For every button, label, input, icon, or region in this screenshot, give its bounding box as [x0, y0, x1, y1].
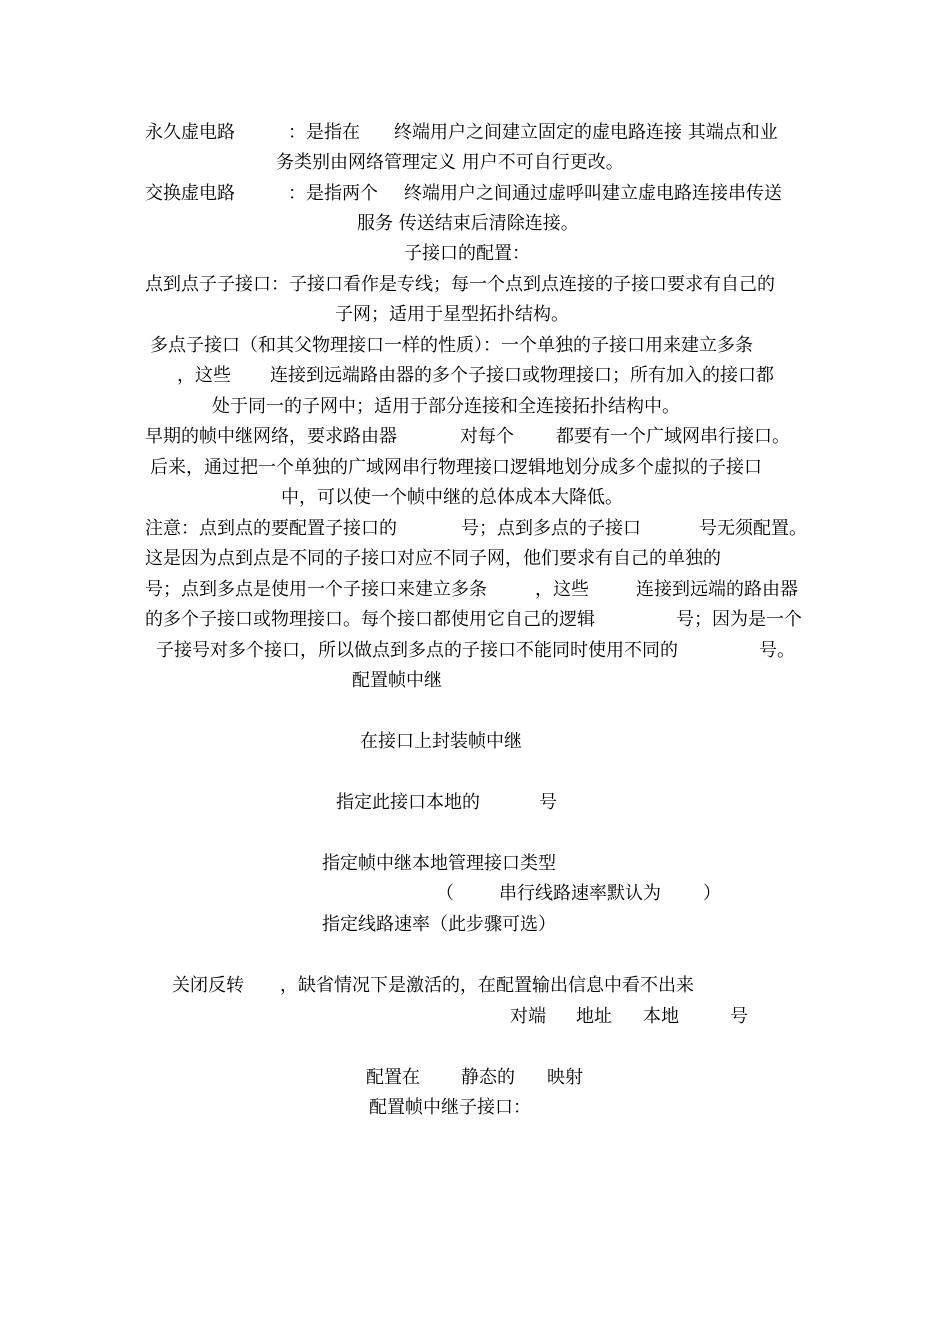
text-line: 配置帧中继子接口： [369, 1097, 531, 1118]
text-line: 号 [539, 792, 557, 813]
text-line: 子接号对多个接口，所以做点到多点的子接口不能同时使用不同的 [156, 640, 678, 661]
text-line: 对每个 [460, 426, 514, 447]
text-line: 都要有一个广域网串行接口。 [556, 426, 790, 447]
text-line: 号；因为是一个 [676, 609, 802, 630]
text-line: 对端 [510, 1006, 546, 1027]
text-line: ，这些 [535, 579, 589, 600]
text-line: 静态的 [461, 1067, 515, 1088]
text-line: 配置在 [366, 1067, 420, 1088]
text-line: 永久虚电路 [145, 122, 235, 143]
section-heading: 子接口的配置： [404, 243, 530, 264]
text-line: 终端用户之间通过虚呼叫建立虚电路连接串传送 [404, 183, 782, 204]
text-line: 多点子接口（和其父物理接口一样的性质）：一个单独的子接口用来建立多条 [150, 335, 753, 356]
text-line: 连接到远端的路由器 [636, 579, 798, 600]
text-line: 号无须配置。 [699, 518, 807, 539]
text-line: 子网；适用于星型拓扑结构。 [335, 304, 569, 325]
text-line: 这是因为点到点是不同的子接口对应不同子网，他们要求有自己的单独的 [145, 548, 721, 569]
text-line: 关闭反转 [172, 975, 244, 996]
text-line: 串行线路速率默认为 [499, 883, 661, 904]
section-heading: 配置帧中继 [352, 670, 442, 691]
text-line: 终端用户之间建立固定的虚电路连接 其端点和业 [394, 122, 778, 143]
text-line: 指定帧中继本地管理接口类型 [322, 853, 556, 874]
text-line: 注意：点到点的要配置子接口的 [145, 518, 397, 539]
text-line: 中，可以使一个帧中继的总体成本大降低。 [281, 487, 623, 508]
text-line: 映射 [547, 1067, 583, 1088]
text-line: 务类别由网络管理定义 用户不可自行更改。 [276, 152, 624, 173]
text-line: 号；点到多点的子接口 [461, 518, 641, 539]
text-line: 地址 [576, 1006, 612, 1027]
text-line: 号；点到多点是使用一个子接口来建立多条 [145, 579, 487, 600]
text-line: （ [436, 883, 454, 904]
text-line: 号 [730, 1006, 748, 1027]
text-line: 本地 [643, 1006, 679, 1027]
text-line: ，这些 [177, 365, 231, 386]
text-line: 的多个子接口或物理接口。每个接口都使用它自己的逻辑 [145, 609, 595, 630]
text-line: 在接口上封装帧中继 [360, 731, 522, 752]
text-line: ：是指在 [288, 122, 360, 143]
text-line: 点到点子子接口：子接口看作是专线；每一个点到点连接的子接口要求有自己的 [145, 274, 775, 295]
text-line: 号。 [759, 640, 795, 661]
text-line: 服务 传送结束后清除连接。 [357, 213, 579, 234]
text-line: 处于同一的子网中；适用于部分连接和全连接拓扑结构中。 [212, 396, 680, 417]
text-line: 交换虚电路 [145, 183, 235, 204]
text-line: ：是指两个 [288, 183, 378, 204]
text-line: 指定此接口本地的 [336, 792, 480, 813]
text-line: ，缺省情况下是激活的，在配置输出信息中看不出来 [280, 975, 694, 996]
text-line: 后来，通过把一个单独的广域网串行物理接口逻辑地划分成多个虚拟的子接口 [150, 457, 762, 478]
text-line: 早期的帧中继网络，要求路由器 [145, 426, 397, 447]
text-line: 指定线路速率（此步骤可选） [322, 914, 556, 935]
text-line: 连接到远端路由器的多个子接口或物理接口；所有加入的接口都 [270, 365, 774, 386]
text-line: ） [703, 883, 721, 904]
